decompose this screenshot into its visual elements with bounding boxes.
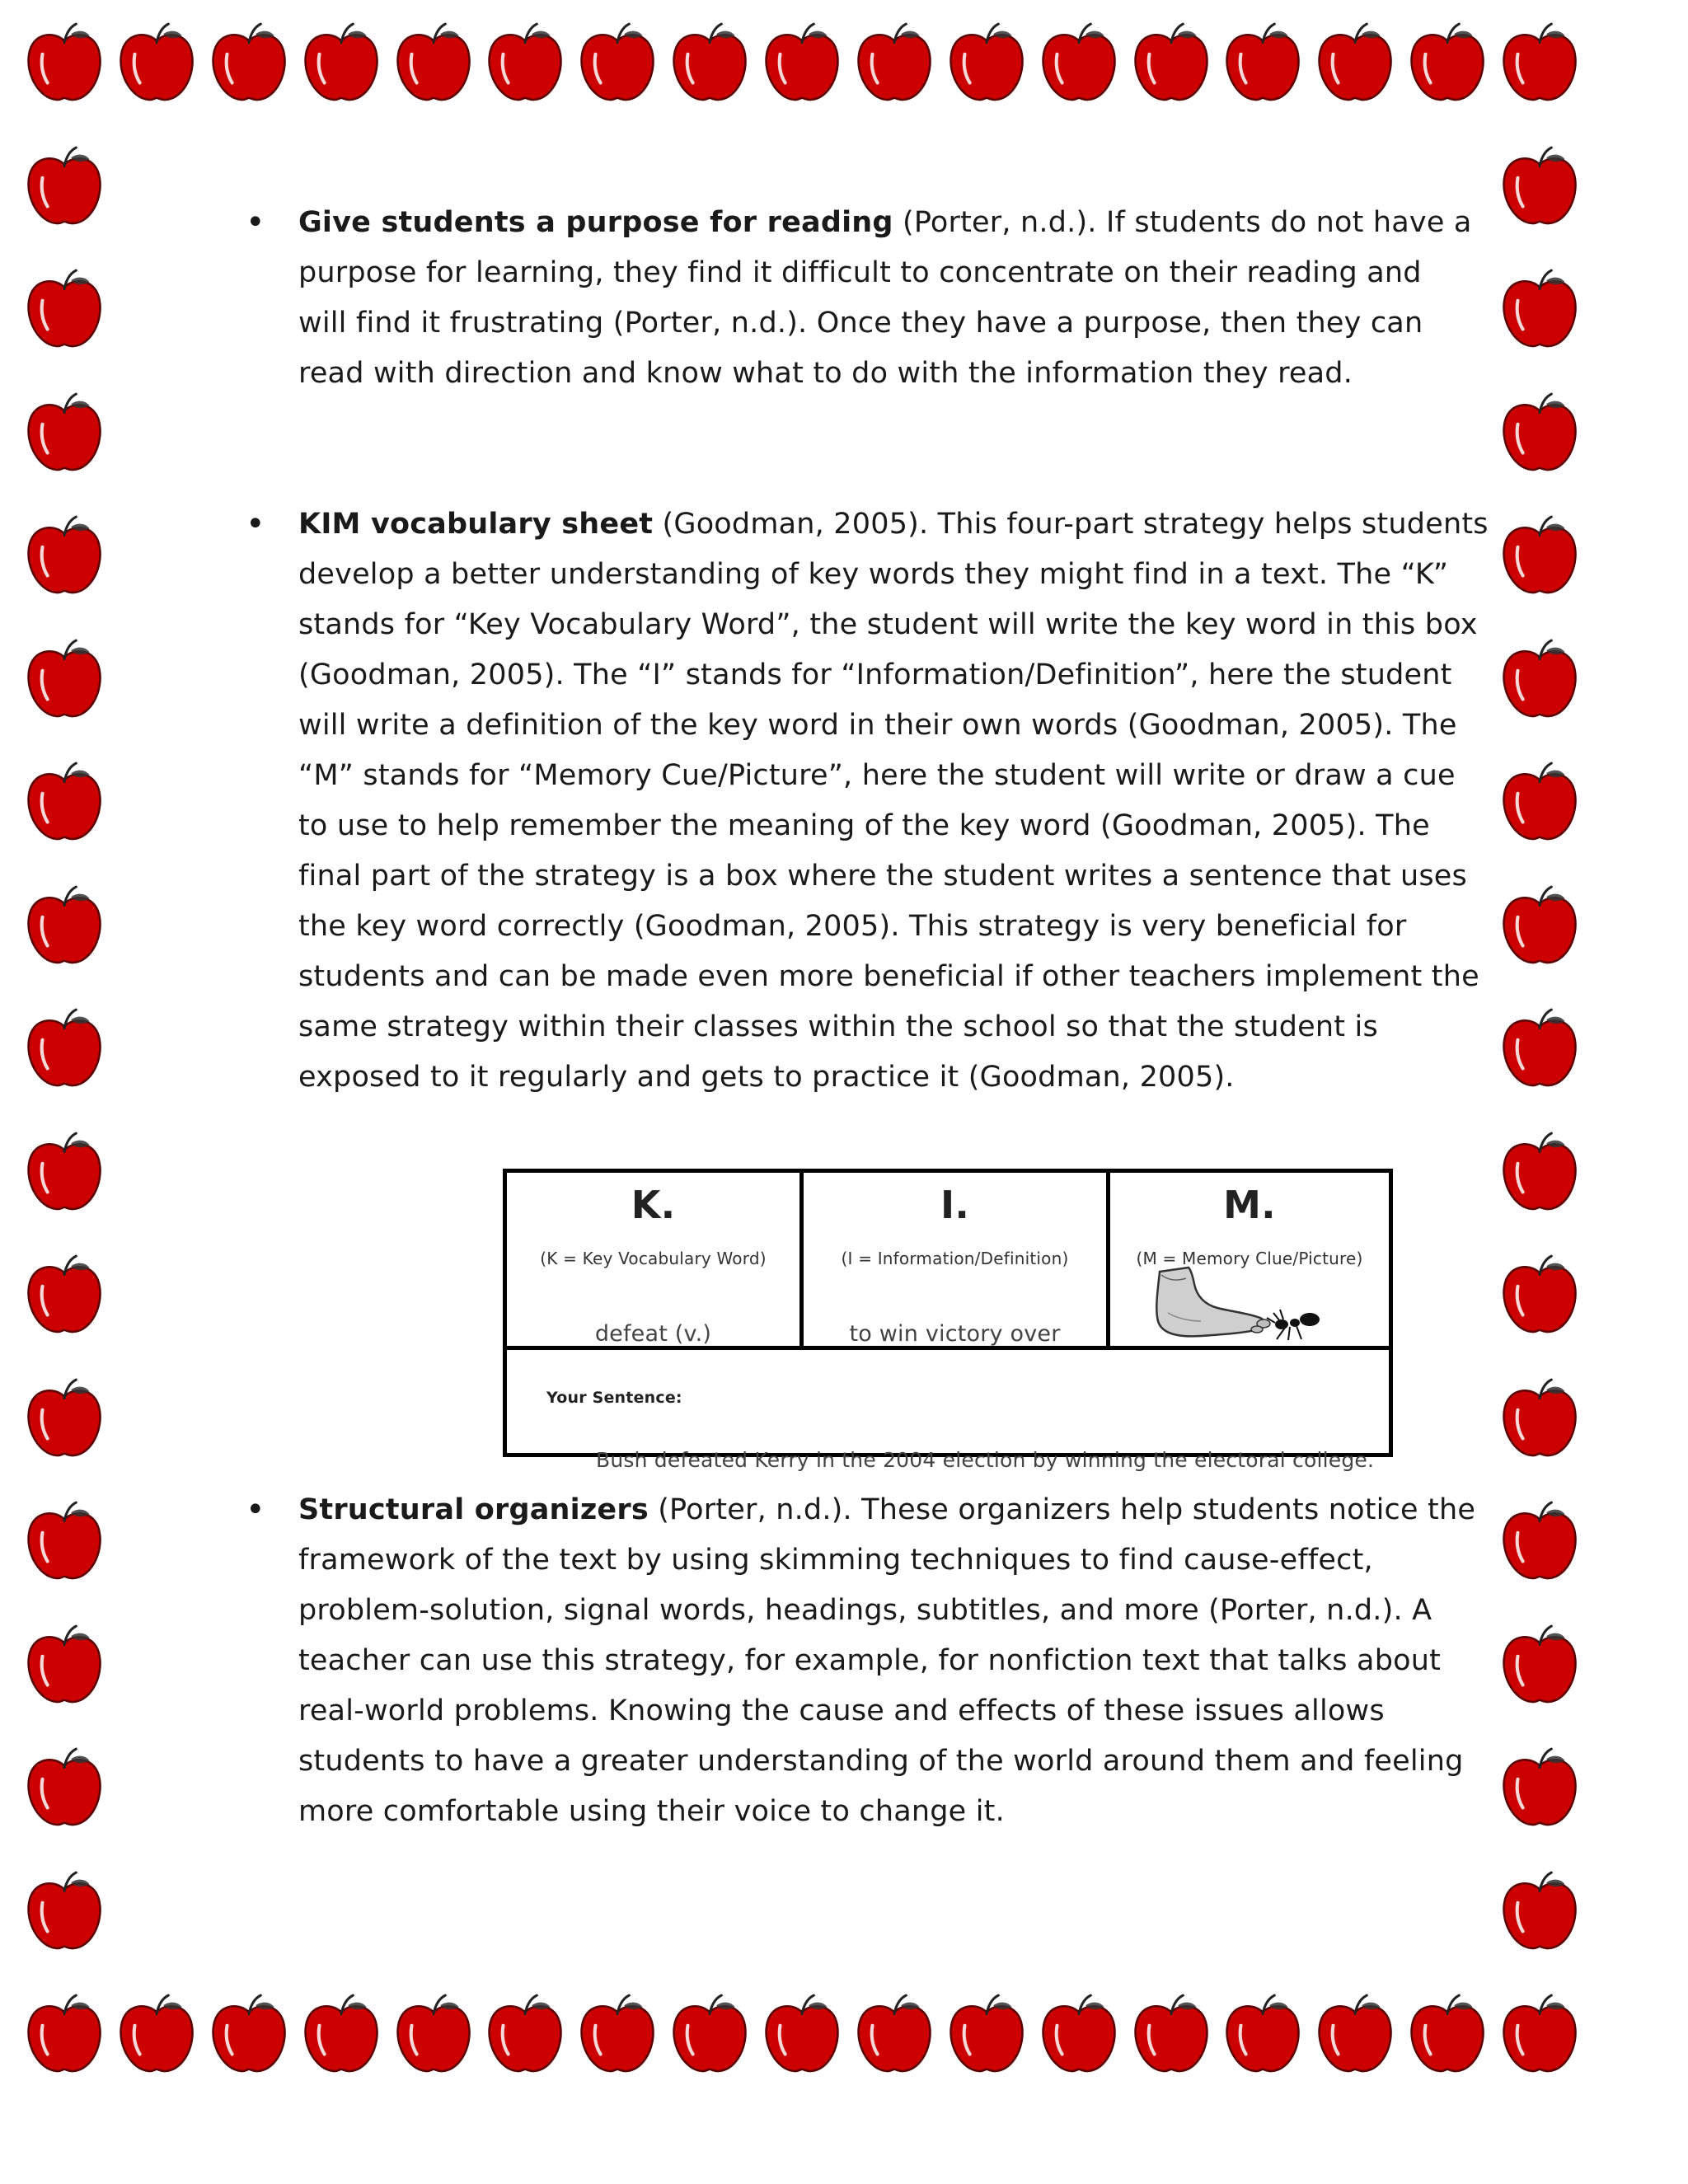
apple-icon [1313,21,1397,105]
apple-icon [483,21,567,105]
text-line: final part of the strategy is a box where the student writes a sentence that uses [298,860,1467,893]
apple-icon [1498,21,1582,105]
apple-icon [1498,883,1582,968]
apple-icon [668,21,752,105]
text-line: (Goodman, 2005). The “I” stands for “Information/Definition”, here the student [298,658,1452,691]
apple-icon [1037,21,1121,105]
kim-k-letter: K. [631,1183,676,1227]
kim-m-description: (M = Memory Clue/Picture) [1136,1249,1363,1268]
apple-icon [760,21,844,105]
kim-m-letter: M. [1223,1183,1276,1227]
item-heading: KIM vocabulary sheet [298,508,654,541]
apple-icon [1498,391,1582,475]
text-line: stands for “Key Vocabulary Word”, the student will write the key word in this box [298,608,1478,641]
item-heading: Give students a purpose for reading [298,206,893,239]
apple-icon [483,1992,567,2076]
text-line: purpose for learning, they find it difficult to concentrate on their reading and [298,256,1422,289]
apple-icon [1498,637,1582,721]
apple-icon [1498,513,1582,598]
apple-icon [1129,1992,1213,2076]
apple-icon [1221,21,1305,105]
apple-icon [1498,760,1582,844]
apple-icon [22,1376,106,1460]
apple-icon [1498,144,1582,228]
apple-icon [575,21,659,105]
text-line: real-world problems. Knowing the cause and effects of these issues allows [298,1694,1385,1727]
apple-icon [1498,1130,1582,1214]
document-body [239,198,1492,1837]
kim-sentence-row [507,1350,1389,1485]
kim-chart [503,1169,1393,1472]
apple-icon [1498,1376,1582,1460]
apple-icon [1498,1006,1582,1090]
apple-icon [115,21,199,105]
kim-i-value: to win victory over [849,1321,1061,1347]
text-line: more comfortable using their voice to change it. [298,1795,1005,1828]
text-line: develop a better understanding of key words they might find in a text. The “K” [298,558,1449,591]
apple-icon [575,1992,659,2076]
text-line: same strategy within their classes within the school so that the student is [298,1010,1378,1043]
apple-icon [1498,1623,1582,1707]
apple-icon [299,21,383,105]
kim-sentence-text: Bush defeated Kerry in the 2004 election by winning the electoral college. [596,1448,1375,1472]
foot-stepping-on-ant-icon [1143,1263,1390,1342]
text-line: will find it frustrating (Porter, n.d.). Once they have a purpose, then they can [298,307,1423,340]
kim-column-m [1110,1173,1389,1346]
apple-icon [115,1992,199,2076]
list-item-purpose [239,198,1492,399]
strategy-list [239,198,1492,1837]
text-line: problem-solution, signal words, headings, subtitles, and more (Porter, n.d.). A [298,1594,1432,1627]
apple-icon [1498,1499,1582,1583]
text-line: (Porter, n.d.). If students do not have a [893,206,1472,239]
apple-icon [1498,1746,1582,1830]
apple-icon [1498,1253,1582,1337]
kim-k-description: (K = Key Vocabulary Word) [540,1249,767,1268]
apple-icon [22,1499,106,1583]
apple-icon [22,1253,106,1337]
apple-icon [22,391,106,475]
apple-icon [1129,21,1213,105]
apple-icon [945,21,1029,105]
apple-icon [1037,1992,1121,2076]
text-line: will write a definition of the key word in their own words (Goodman, 2005). The [298,709,1457,742]
text-line: framework of the text by using skimming techniques to find cause-effect, [298,1544,1373,1577]
list-item-kim [239,499,1492,1472]
bullet-icon: • [246,505,265,543]
apple-icon [207,1992,291,2076]
text-line: exposed to it regularly and gets to practice it (Goodman, 2005). [298,1061,1235,1094]
kim-column-k [507,1173,804,1346]
apple-icon [22,1006,106,1090]
kim-i-letter: I. [940,1183,969,1227]
text-line: teacher can use this strategy, for example, for nonfiction text that talks about [298,1644,1442,1677]
bullet-icon: • [246,204,265,241]
apple-icon [207,21,291,105]
apple-icon [22,267,106,351]
apple-icon [392,1992,476,2076]
apple-icon [852,1992,936,2076]
text-line: “M” stands for “Memory Cue/Picture”, here the student will write or draw a cue [298,759,1456,792]
text-line: students and can be made even more beneficial if other teachers implement the [298,960,1479,993]
apple-icon [299,1992,383,2076]
bullet-icon: • [246,1491,265,1529]
text-line: students to have a greater understanding of the world around them and feeling [298,1745,1464,1778]
apple-icon [1405,1992,1489,2076]
apple-icon [22,21,106,105]
kim-chart-top-row [507,1173,1389,1350]
apple-icon [22,1992,106,2076]
list-item-structural [239,1485,1492,1837]
apple-icon [760,1992,844,2076]
apple-icon [22,1130,106,1214]
apple-icon [22,883,106,968]
item-heading: Structural organizers [298,1493,649,1526]
kim-i-description: (I = Information/Definition) [841,1249,1069,1268]
apple-icon [852,21,936,105]
text-line: to use to help remember the meaning of the key word (Goodman, 2005). The [298,809,1430,842]
apple-icon [1498,1869,1582,1953]
apple-icon [1221,1992,1305,2076]
apple-icon [22,760,106,844]
apple-icon [22,1869,106,1953]
apple-icon [22,1623,106,1707]
kim-sentence-label: Your Sentence: [546,1389,682,1407]
kim-column-i [804,1173,1110,1346]
apple-icon [1313,1992,1397,2076]
text-line: the key word correctly (Goodman, 2005). This strategy is very beneficial for [298,910,1407,943]
text-line: (Porter, n.d.). These organizers help students notice the [648,1493,1476,1526]
kim-k-value: defeat (v.) [594,1321,712,1347]
apple-icon [392,21,476,105]
apple-icon [668,1992,752,2076]
apple-icon [945,1992,1029,2076]
apple-icon [22,1746,106,1830]
text-line: (Goodman, 2005). This four-part strategy helps students [653,508,1489,541]
apple-icon [1498,267,1582,351]
apple-icon [1405,21,1489,105]
apple-icon [22,637,106,721]
apple-icon [1498,1992,1582,2076]
apple-icon [22,513,106,598]
text-line: read with direction and know what to do with the information they read. [298,357,1353,390]
apple-icon [22,144,106,228]
